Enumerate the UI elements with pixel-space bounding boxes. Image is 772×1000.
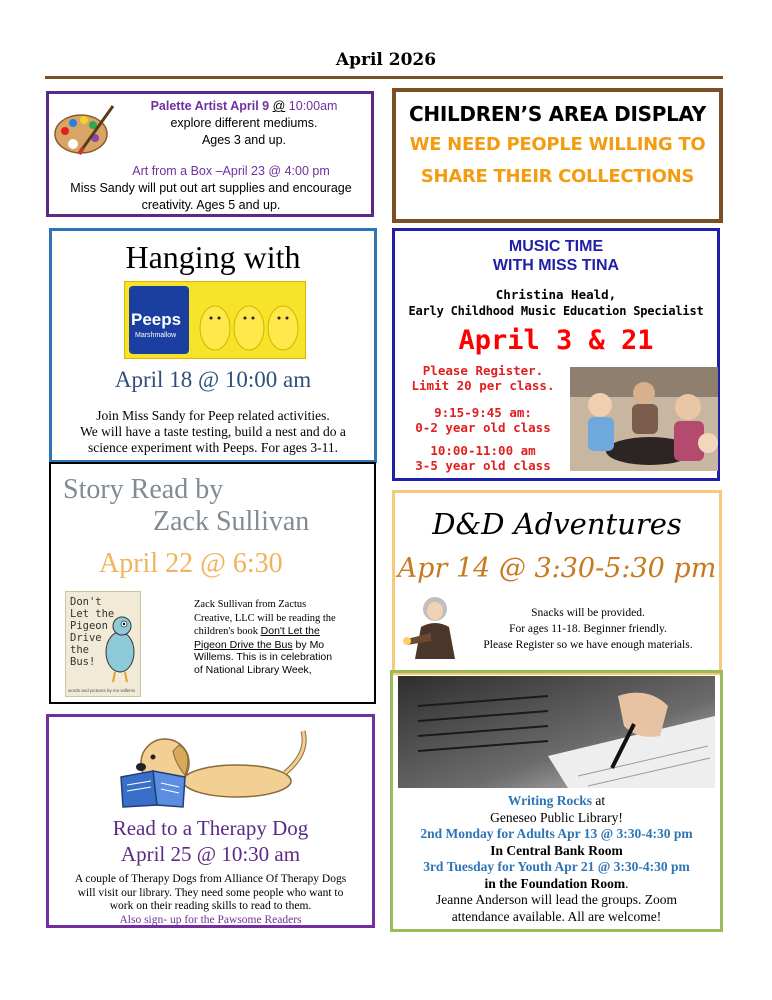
therapy-dog-desc-3: work on their reading skills to read to them. bbox=[109, 900, 312, 912]
music-instructor-role: Early Childhood Music Education Specialist bbox=[408, 304, 704, 318]
writing-adults-session: 2nd Monday for Adults Apr 13 @ 3:30-4:30 pm bbox=[420, 826, 693, 841]
palette-artist-desc: explore different mediums. bbox=[170, 116, 318, 130]
page-title: April 2026 bbox=[335, 50, 437, 70]
peeps-desc-1: Join Miss Sandy for Peep related activities. bbox=[96, 408, 330, 423]
story-title-2: Zack Sullivan bbox=[153, 506, 310, 537]
peeps-desc-3: science experiment with Peeps. For ages 3-11. bbox=[88, 440, 338, 455]
writing-photo bbox=[398, 676, 715, 788]
childrens-display-box bbox=[392, 88, 723, 223]
therapy-dog-desc-1: A couple of Therapy Dogs from Alliance Of Therapy Dogs bbox=[74, 873, 347, 885]
dnd-ages: For ages 11-18. Beginner friendly. bbox=[509, 623, 667, 635]
music-limit: Limit 20 per class. bbox=[411, 378, 555, 393]
pawsome-readers-note: Also sign- up for the Pawsome Readers bbox=[119, 913, 302, 926]
music-event-box bbox=[392, 228, 720, 481]
book-cover-line: the bbox=[70, 644, 89, 656]
dnd-title: D&D Adventures bbox=[432, 507, 682, 541]
header-divider bbox=[45, 76, 723, 79]
peeps-box-image bbox=[124, 281, 306, 359]
writing-event-box bbox=[390, 670, 723, 932]
book-author: words and pictures by mo willems bbox=[68, 688, 136, 693]
palette-artist-title: Palette Artist April 9 bbox=[150, 99, 270, 113]
story-desc-line1: Zack Sullivan from Zactus bbox=[194, 599, 307, 610]
writing-title: Writing Rocks bbox=[507, 793, 592, 808]
writing-adults-room: In Central Bank Room bbox=[490, 842, 623, 858]
story-desc-line4: by Mo bbox=[292, 638, 325, 651]
story-event-box bbox=[49, 462, 376, 704]
writing-zoom: attendance available. All are welcome! bbox=[451, 908, 662, 924]
music-title-2: WITH MISS TINA bbox=[492, 257, 620, 274]
music-session2-time: 10:00-11:00 am bbox=[430, 443, 536, 458]
art-box-title: Art from a Box –April 23 @ 4:00 pm bbox=[132, 164, 330, 178]
dnd-snacks: Snacks will be provided. bbox=[531, 607, 645, 619]
writing-youth-room: in the Foundation Room bbox=[484, 875, 626, 891]
music-title-1: MUSIC TIME bbox=[508, 238, 604, 255]
writing-library: Geneseo Public Library! bbox=[490, 809, 623, 825]
book-cover-image bbox=[65, 591, 141, 697]
palette-artist-time: 10:00am bbox=[285, 99, 338, 113]
dnd-date: Apr 14 @ 3:30-5:30 pm bbox=[397, 553, 717, 584]
art-event-box bbox=[46, 91, 374, 217]
pigeon-icon bbox=[100, 612, 140, 684]
reading-dog-icon bbox=[113, 723, 313, 809]
writing-leader: Jeanne Anderson will lead the groups. Zoom bbox=[435, 892, 678, 907]
display-line1: WE NEED PEOPLE WILLING TO bbox=[409, 134, 706, 155]
therapy-dog-event-box bbox=[46, 714, 375, 928]
palette-artist-ages: Ages 3 and up. bbox=[201, 133, 287, 147]
dnd-event-box bbox=[392, 490, 722, 675]
writing-youth-room-period: . bbox=[625, 875, 629, 891]
peeps-logo-sub: Marshmallow bbox=[135, 332, 177, 339]
therapy-dog-title: Read to a Therapy Dog bbox=[112, 816, 309, 840]
book-cover-line: Let the bbox=[70, 608, 115, 620]
book-cover-line: Pigeon bbox=[70, 620, 108, 632]
story-title-1: Story Read by bbox=[63, 474, 224, 505]
music-session1-ages: 0-2 year old class bbox=[415, 420, 551, 435]
wizard-figure-icon bbox=[401, 593, 463, 659]
music-dates: April 3 & 21 bbox=[458, 325, 654, 356]
story-desc-line6: of National Library Week, bbox=[194, 663, 312, 676]
music-session2-ages: 3-5 year old class bbox=[415, 458, 551, 473]
display-title: CHILDREN’S AREA DISPLAY bbox=[409, 102, 706, 126]
peeps-event-box bbox=[49, 228, 377, 463]
writing-youth-session: 3rd Tuesday for Youth Apr 21 @ 3:30-4:30 pm bbox=[423, 859, 690, 874]
peeps-desc-2: We will have a taste testing, build a nest and do a bbox=[80, 424, 346, 439]
story-book-link-1: Don't Let the bbox=[260, 625, 320, 637]
display-line2: SHARE THEIR COLLECTIONS bbox=[420, 166, 695, 187]
peeps-chicks-icon bbox=[195, 288, 303, 354]
music-session1-time: 9:15-9:45 am: bbox=[434, 405, 532, 420]
therapy-dog-desc-2: will visit our library. They need some people who want to bbox=[77, 886, 344, 899]
story-desc-line5: Willems. This is in celebration bbox=[194, 651, 333, 663]
story-desc-line2: Creative, LLC will be reading the bbox=[194, 612, 336, 624]
story-book-link-2: Pigeon Drive the Bus bbox=[194, 638, 293, 651]
art-box-ages: creativity. Ages 5 and up. bbox=[141, 198, 281, 212]
story-date: April 22 @ 6:30 bbox=[99, 548, 283, 579]
book-cover-line: Bus! bbox=[70, 656, 96, 668]
dnd-register: Please Register so we have enough materials. bbox=[483, 639, 693, 651]
music-register: Please Register. bbox=[422, 363, 544, 378]
book-cover-line: Drive bbox=[70, 632, 102, 644]
therapy-dog-date: April 25 @ 10:30 am bbox=[120, 842, 301, 866]
palette-artist-at: @ bbox=[272, 99, 286, 113]
book-cover-line: Don't bbox=[70, 596, 102, 608]
peeps-title: Hanging with bbox=[125, 239, 301, 275]
music-instructor-name: Christina Heald, bbox=[495, 287, 617, 302]
peeps-logo: Peeps bbox=[131, 310, 182, 329]
writing-at: at bbox=[592, 793, 606, 808]
art-box-desc: Miss Sandy will put out art supplies and encourage bbox=[70, 181, 352, 195]
music-class-photo bbox=[570, 367, 718, 471]
paint-palette-icon bbox=[53, 104, 115, 158]
peeps-date: April 18 @ 10:00 am bbox=[114, 367, 312, 392]
story-desc-line3: children's book bbox=[194, 626, 261, 637]
